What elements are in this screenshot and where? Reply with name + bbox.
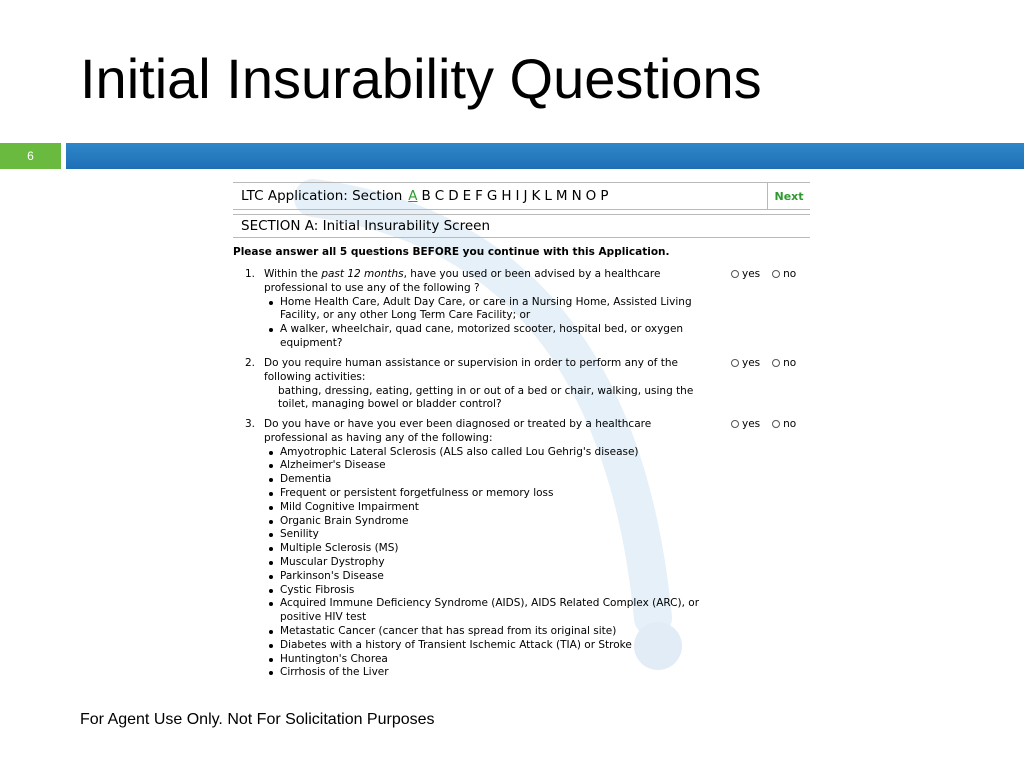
list-item: Amyotrophic Lateral Sclerosis (ALS also called Lou Gehrig's disease) bbox=[264, 446, 710, 460]
footer-disclaimer: For Agent Use Only. Not For Solicitation Purposes bbox=[80, 711, 435, 728]
list-item: Mild Cognitive Impairment bbox=[264, 501, 710, 515]
question-activities: bathing, dressing, eating, getting in or out of a bed or chair, walking, using the toilet, managing bowel or bladder control? bbox=[278, 384, 694, 411]
section-link-f[interactable]: F bbox=[475, 188, 483, 204]
nav-label: LTC Application: Section bbox=[241, 188, 403, 204]
section-link-m[interactable]: M bbox=[555, 188, 568, 204]
question-text bbox=[264, 357, 704, 412]
no-radio[interactable] bbox=[772, 268, 796, 280]
list-item: Dementia bbox=[264, 473, 710, 487]
list-item: A walker, wheelchair, quad cane, motorized scooter, hospital bed, or oxygen equipment? bbox=[264, 323, 710, 351]
list-item: Organic Brain Syndrome bbox=[264, 515, 710, 529]
instructions: Please answer all 5 questions BEFORE you continue with this Application. bbox=[233, 246, 670, 258]
answer-options bbox=[731, 268, 796, 280]
section-link-n[interactable]: N bbox=[571, 188, 582, 204]
question-items bbox=[264, 296, 704, 351]
question-number: 1. bbox=[245, 268, 256, 280]
section-nav bbox=[233, 182, 810, 210]
radio-label: no bbox=[783, 357, 797, 369]
radio-label: yes bbox=[742, 418, 761, 430]
list-item: Parkinson's Disease bbox=[264, 570, 710, 584]
question-number: 3. bbox=[245, 418, 256, 430]
yes-radio[interactable] bbox=[731, 357, 760, 369]
no-radio[interactable] bbox=[772, 357, 796, 369]
yes-radio[interactable] bbox=[731, 268, 760, 280]
section-link-c[interactable]: C bbox=[434, 188, 445, 204]
list-item: Multiple Sclerosis (MS) bbox=[264, 542, 710, 556]
list-item: Huntington's Chorea bbox=[264, 653, 710, 667]
question-text-part: Do you require human assistance or supervision in order to perform any of the following activities: bbox=[264, 357, 678, 383]
section-link-b[interactable]: B bbox=[421, 188, 431, 204]
question-text-part: Within the bbox=[264, 268, 322, 280]
radio-circle-icon[interactable] bbox=[772, 359, 780, 367]
list-item: Acquired Immune Deficiency Syndrome (AIDS), AIDS Related Complex (ARC), or positive HIV test bbox=[264, 597, 710, 625]
question-number: 2. bbox=[245, 357, 256, 369]
radio-label: no bbox=[783, 418, 797, 430]
radio-circle-icon[interactable] bbox=[772, 270, 780, 278]
section-link-l[interactable]: L bbox=[544, 188, 552, 204]
question-text bbox=[264, 268, 704, 351]
next-button[interactable]: Next bbox=[767, 183, 810, 209]
section-link-i[interactable]: I bbox=[515, 188, 520, 204]
radio-circle-icon[interactable] bbox=[731, 420, 739, 428]
yes-radio[interactable] bbox=[731, 418, 760, 430]
radio-circle-icon[interactable] bbox=[731, 359, 739, 367]
list-item: Home Health Care, Adult Day Care, or care in a Nursing Home, Assisted Living Facility, or any other Long Term Care Facility; or bbox=[264, 296, 710, 324]
slide-number: 6 bbox=[0, 143, 61, 169]
question-text-part: Do you have or have you ever been diagnosed or treated by a healthcare professional as having any of the following: bbox=[264, 418, 652, 444]
section-letters bbox=[408, 188, 608, 204]
question-items bbox=[264, 446, 704, 681]
section-link-p[interactable]: P bbox=[600, 188, 609, 204]
list-item: Diabetes with a history of Transient Ischemic Attack (TIA) or Stroke bbox=[264, 639, 710, 653]
radio-label: no bbox=[783, 268, 797, 280]
answer-options bbox=[731, 357, 796, 369]
section-header: SECTION A: Initial Insurability Screen bbox=[233, 214, 810, 238]
radio-label: yes bbox=[742, 268, 761, 280]
application-screenshot bbox=[233, 178, 816, 683]
list-item: Muscular Dystrophy bbox=[264, 556, 710, 570]
list-item: Metastatic Cancer (cancer that has spread from its original site) bbox=[264, 625, 710, 639]
list-item: Cirrhosis of the Liver bbox=[264, 666, 710, 680]
section-link-k[interactable]: K bbox=[531, 188, 541, 204]
question-text-part: , have you used or been advised by a healthcare professional to use any of the following ? bbox=[264, 268, 661, 294]
section-link-g[interactable]: G bbox=[486, 188, 498, 204]
radio-circle-icon[interactable] bbox=[731, 270, 739, 278]
list-item: Senility bbox=[264, 528, 710, 542]
list-item: Cystic Fibrosis bbox=[264, 584, 710, 598]
radio-circle-icon[interactable] bbox=[772, 420, 780, 428]
section-link-d[interactable]: D bbox=[448, 188, 459, 204]
answer-options bbox=[731, 418, 796, 430]
header-bar bbox=[66, 143, 1024, 169]
slide-title: Initial Insurability Questions bbox=[80, 47, 762, 110]
section-link-o[interactable]: O bbox=[585, 188, 597, 204]
section-link-j[interactable]: J bbox=[523, 188, 528, 204]
question-text-emphasis: past 12 months bbox=[321, 268, 404, 280]
section-link-e[interactable]: E bbox=[462, 188, 472, 204]
question-text bbox=[264, 418, 704, 680]
section-link-h[interactable]: H bbox=[501, 188, 512, 204]
radio-label: yes bbox=[742, 357, 761, 369]
section-link-a[interactable]: A bbox=[408, 188, 418, 204]
no-radio[interactable] bbox=[772, 418, 796, 430]
list-item: Frequent or persistent forgetfulness or memory loss bbox=[264, 487, 710, 501]
list-item: Alzheimer's Disease bbox=[264, 459, 710, 473]
